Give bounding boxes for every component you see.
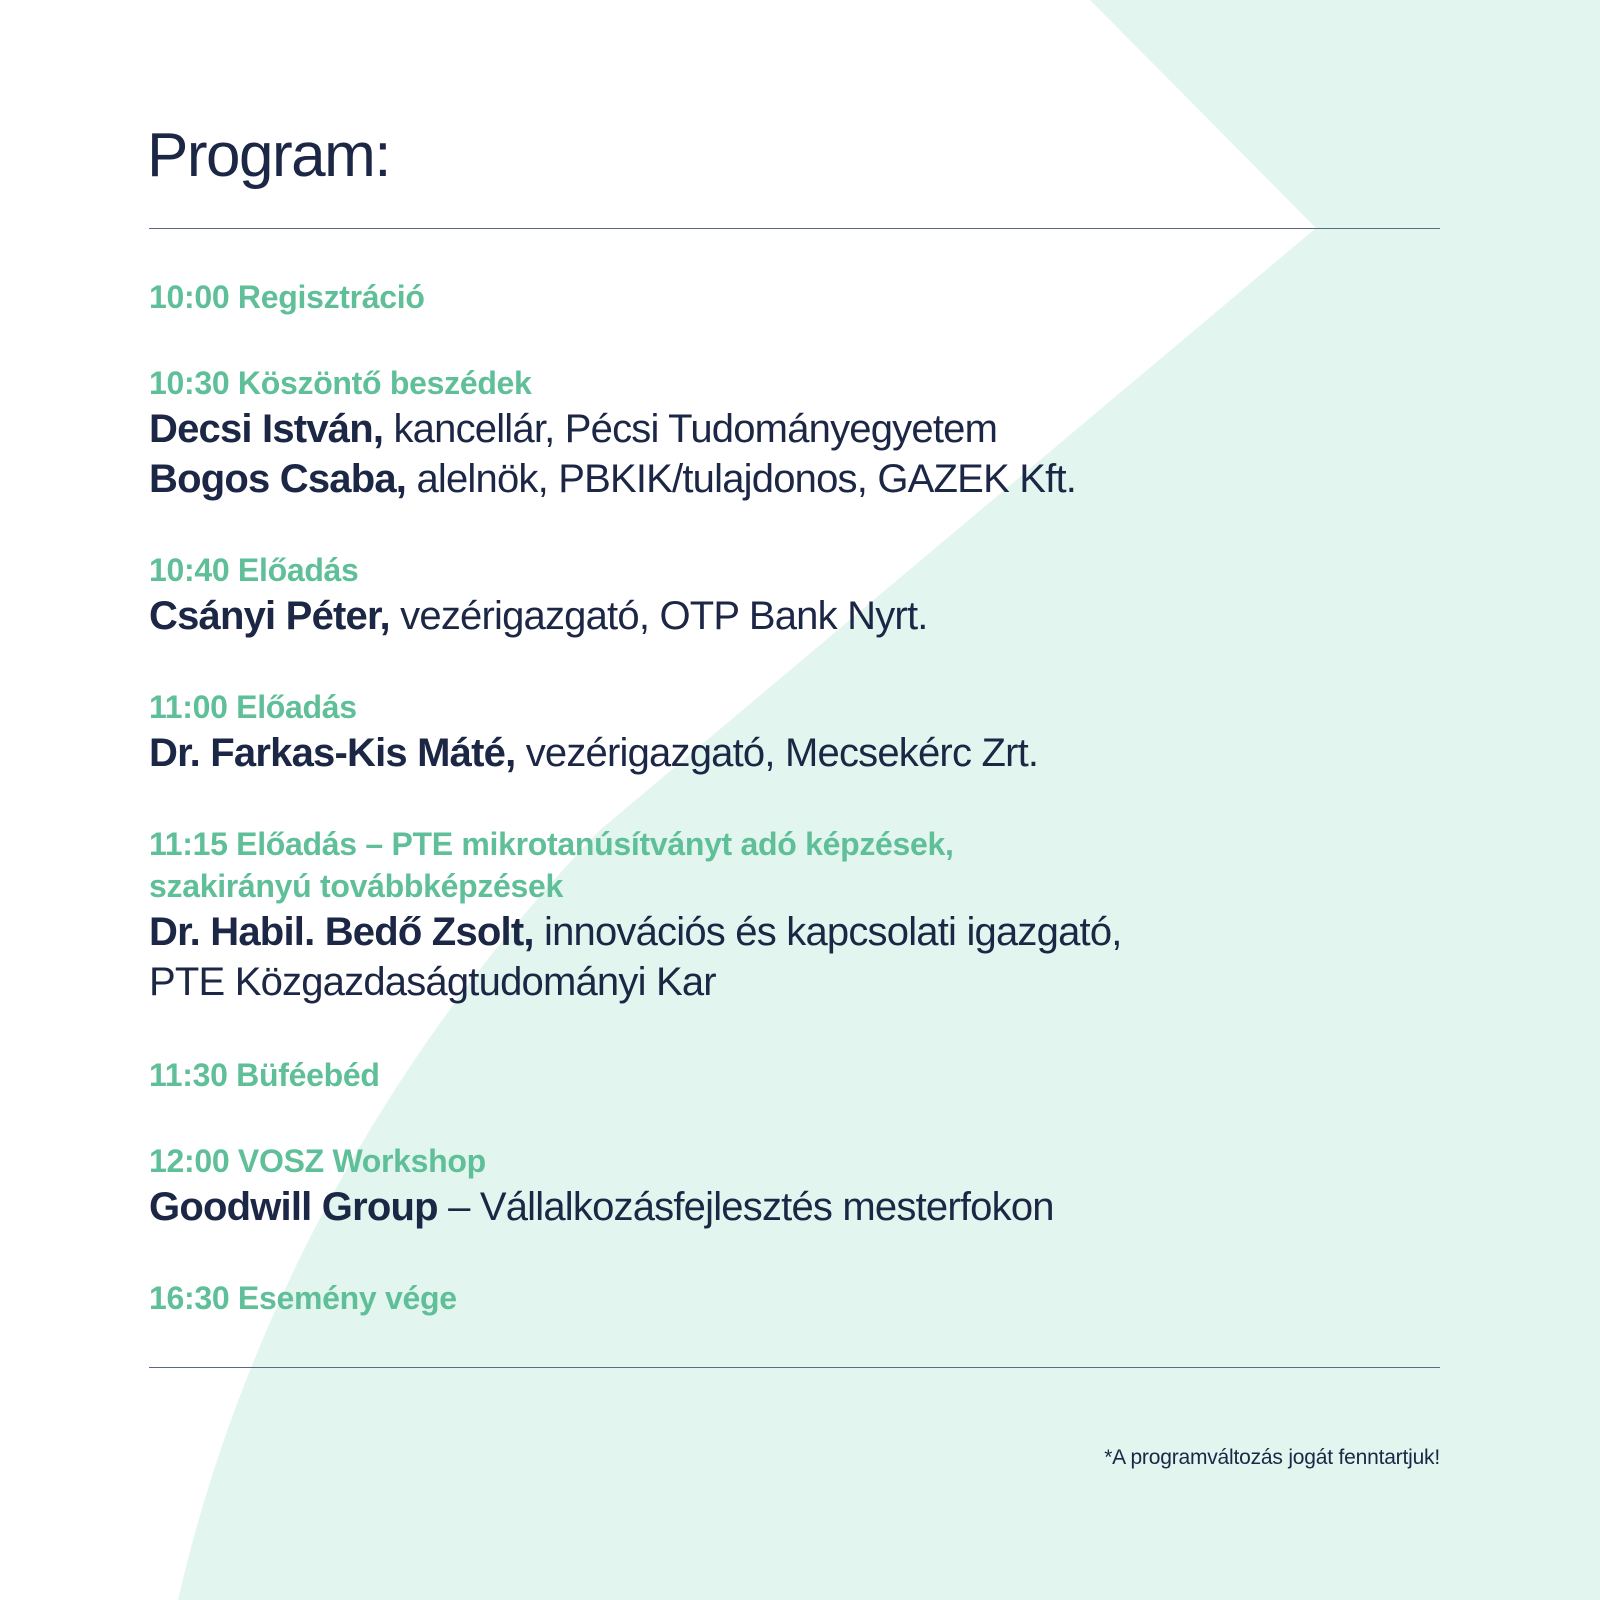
disclaimer-note: *A programváltozás jogát fenntartjuk! <box>1104 1446 1440 1469</box>
item-time: 16:30 Esemény vége <box>149 1280 457 1316</box>
speaker-line <box>149 404 1349 454</box>
program-item <box>149 823 1349 1007</box>
speaker-role: – Vállalkozásfejlesztés mesterfokon <box>437 1185 1054 1229</box>
program-item <box>149 1140 1349 1232</box>
page-title: Program: <box>147 121 390 190</box>
speaker-role: innovációs és kapcsolati igazgató, <box>533 910 1122 954</box>
program-item <box>149 276 1349 318</box>
speaker-line <box>149 454 1349 504</box>
top-divider <box>149 228 1440 229</box>
item-time: 11:15 Előadás – PTE mikrotanúsítványt adó képzések, <box>149 826 954 862</box>
speaker-name: Goodwill Group <box>149 1185 438 1229</box>
program-item <box>149 362 1349 504</box>
item-time: 12:00 VOSZ Workshop <box>149 1143 486 1179</box>
speaker-role-continued: PTE Közgazdaságtudományi Kar <box>149 960 716 1004</box>
item-time-continued: szakirányú továbbképzések <box>149 868 564 904</box>
item-time: 11:00 Előadás <box>149 689 357 725</box>
speaker-line <box>149 907 1349 957</box>
bottom-divider <box>149 1367 1440 1368</box>
speaker-line-continued <box>149 957 1349 1007</box>
speaker-line <box>149 591 1349 641</box>
speaker-name: Csányi Péter, <box>149 594 390 638</box>
item-time: 10:40 Előadás <box>149 552 359 588</box>
speaker-role: kancellár, Pécsi Tudományegyetem <box>383 407 998 451</box>
item-time: 11:30 Büféebéd <box>149 1057 380 1093</box>
speaker-role: vezérigazgató, OTP Bank Nyrt. <box>389 594 928 638</box>
speaker-line <box>149 728 1349 778</box>
speaker-name: Decsi István, <box>149 407 384 451</box>
item-time: 10:00 Regisztráció <box>149 279 425 315</box>
speaker-name: Dr. Habil. Bedő Zsolt, <box>149 910 534 954</box>
speaker-name: Bogos Csaba, <box>149 457 407 501</box>
program-item <box>149 686 1349 778</box>
speaker-line <box>149 1182 1349 1232</box>
program-item <box>149 549 1349 641</box>
speaker-role: vezérigazgató, Mecsekérc Zrt. <box>515 731 1039 775</box>
program-item <box>149 1054 1349 1096</box>
item-time: 10:30 Köszöntő beszédek <box>149 365 532 401</box>
speaker-name: Dr. Farkas-Kis Máté, <box>149 731 516 775</box>
speaker-role: alelnök, PBKIK/tulajdonos, GAZEK Kft. <box>406 457 1077 501</box>
program-item <box>149 1277 1349 1319</box>
